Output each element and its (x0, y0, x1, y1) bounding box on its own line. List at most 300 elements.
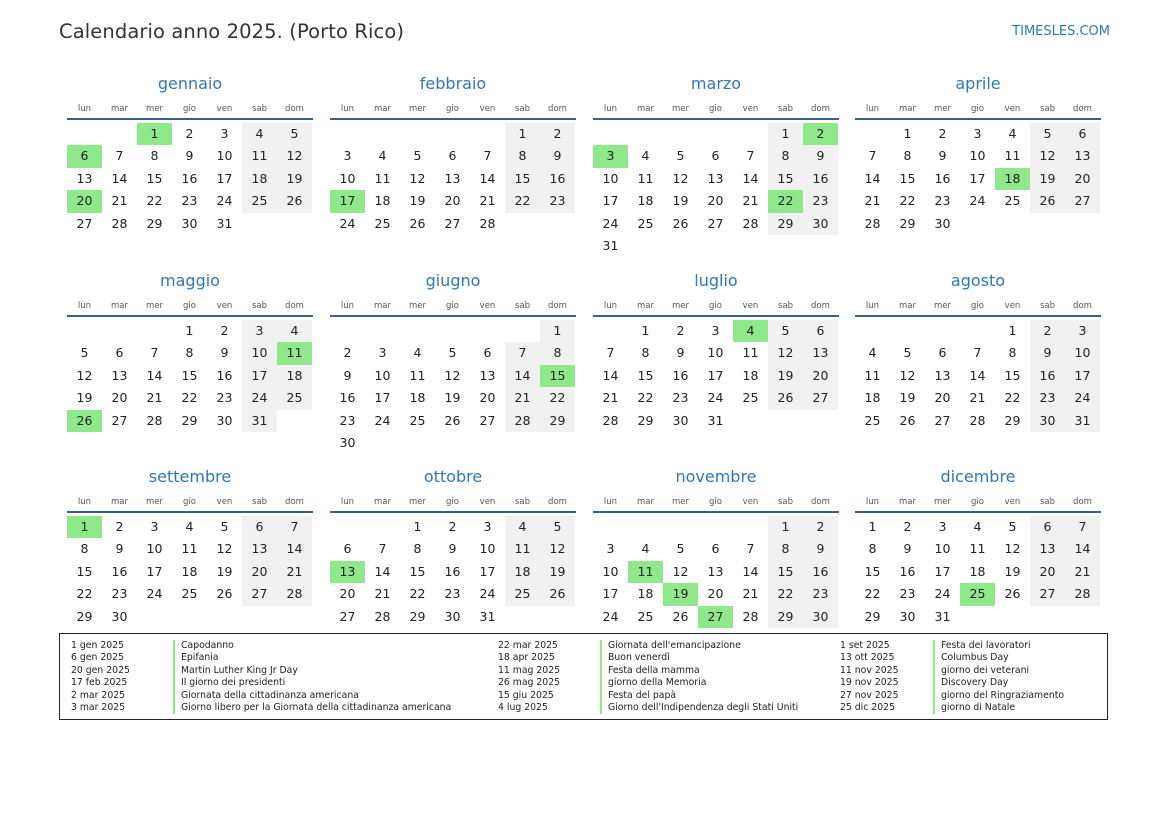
day-cell: 21 (505, 387, 540, 409)
weekday-label: sab (777, 301, 794, 311)
day-cell: 25 (1004, 193, 1021, 209)
empty-cell (628, 123, 663, 145)
day-cell: 11 (864, 367, 881, 383)
day-grid (67, 123, 313, 235)
day-cell: 28 (602, 412, 619, 428)
day-cell: 13 (444, 170, 461, 186)
month-title: aprile (955, 74, 1001, 93)
day-cell: 2 (115, 519, 124, 534)
month-title: agosto (950, 271, 1006, 290)
empty-cell (102, 123, 137, 145)
day-cell: 12 (672, 170, 689, 186)
weekday-label: lun (340, 497, 355, 507)
day-cell: 8 (80, 541, 89, 557)
day-cell: 13 (1065, 145, 1100, 167)
weekday-label: mar (637, 497, 654, 507)
day-cell: 23 (803, 190, 838, 212)
day-cell: 7 (868, 148, 877, 164)
weekday-label: sab (1039, 301, 1056, 311)
empty-cell (330, 516, 365, 538)
day-cell: 20 (1030, 561, 1065, 583)
day-cell: 3 (343, 148, 352, 164)
day-cell: 14 (864, 170, 881, 186)
day-cell: 2 (938, 126, 947, 141)
holiday-day-cell: 2 (803, 123, 838, 145)
weekday-label: ven (742, 301, 759, 311)
day-cell: 17 (374, 390, 391, 406)
month-title: febbraio (419, 74, 487, 93)
day-grid (593, 320, 839, 432)
day-cell: 26 (672, 215, 689, 231)
day-cell: 2 (185, 126, 194, 141)
empty-cell (365, 516, 400, 538)
day-cell: 20 (934, 390, 951, 406)
day-cell: 10 (1065, 342, 1100, 364)
day-cell: 28 (146, 412, 163, 428)
day-cell: 6 (483, 345, 492, 361)
day-cell: 1 (768, 123, 803, 145)
day-grid (330, 320, 576, 454)
weekday-label: gio (446, 301, 459, 311)
weekday-label: mar (111, 104, 128, 114)
day-cell: 18 (742, 367, 759, 383)
day-cell: 11 (242, 145, 277, 167)
weekday-label: lun (603, 301, 618, 311)
day-cell: 27 (1030, 583, 1065, 605)
month-title: giugno (425, 271, 481, 290)
weekday-label: lun (77, 104, 92, 114)
day-cell: 29 (768, 606, 803, 628)
day-cell: 24 (602, 608, 619, 624)
day-cell: 31 (479, 608, 496, 624)
holiday-day-cell: 1 (67, 516, 102, 538)
day-cell: 22 (181, 390, 198, 406)
day-cell: 28 (111, 215, 128, 231)
day-cell: 29 (768, 213, 803, 235)
month-title: dicembre (940, 467, 1016, 486)
month-title: ottobre (423, 467, 483, 486)
weekday-label: mar (111, 301, 128, 311)
day-cell: 30 (803, 213, 838, 235)
day-cell: 20 (111, 390, 128, 406)
day-grid (330, 516, 576, 628)
holiday-date: 22 mar 2025 (498, 640, 558, 651)
day-cell: 9 (676, 345, 685, 361)
day-cell: 2 (676, 323, 685, 338)
holiday-name: giorno del Ringraziamento (933, 690, 1064, 702)
day-cell: 31 (602, 237, 619, 253)
day-cell: 15 (505, 168, 540, 190)
day-cell: 19 (409, 193, 426, 209)
day-cell: 25 (637, 215, 654, 231)
holiday-date: 6 gen 2025 (71, 652, 124, 664)
weekday-label: gio (709, 497, 722, 507)
day-cell: 14 (1065, 538, 1100, 560)
empty-cell (663, 123, 698, 145)
day-cell: 27 (111, 412, 128, 428)
holiday-name: Discovery Day (933, 677, 1008, 689)
page-title: Calendario anno 2025. (Porto Rico) (59, 20, 405, 43)
day-cell: 29 (181, 412, 198, 428)
weekday-label: ven (479, 104, 496, 114)
day-cell: 20 (1065, 168, 1100, 190)
weekday-label: dom (1073, 497, 1092, 507)
holiday-name: Il giorno dei presidenti (173, 677, 285, 689)
empty-cell (593, 516, 628, 538)
weekday-label: dom (548, 497, 567, 507)
holiday-day-cell: 1 (137, 123, 172, 145)
empty-cell (505, 320, 540, 342)
day-cell: 10 (969, 148, 986, 164)
day-cell: 22 (637, 390, 654, 406)
day-cell: 29 (864, 608, 881, 624)
day-cell: 15 (409, 563, 426, 579)
empty-cell (365, 123, 400, 145)
day-cell: 1 (540, 320, 575, 342)
holiday-day-cell: 18 (995, 168, 1030, 190)
day-cell: 6 (803, 320, 838, 342)
day-cell: 19 (277, 168, 312, 190)
day-cell: 6 (343, 541, 352, 557)
day-cell: 30 (339, 434, 356, 450)
day-cell: 26 (216, 586, 233, 602)
empty-cell (593, 123, 628, 145)
weekday-label: lun (340, 104, 355, 114)
day-cell: 5 (903, 345, 912, 361)
day-cell: 15 (76, 563, 93, 579)
weekday-label: dom (811, 104, 830, 114)
day-cell: 9 (448, 541, 457, 557)
empty-cell (400, 123, 435, 145)
day-cell: 23 (934, 193, 951, 209)
day-cell: 10 (602, 563, 619, 579)
day-cell: 10 (216, 148, 233, 164)
day-cell: 14 (479, 170, 496, 186)
empty-cell (67, 123, 102, 145)
holiday-date: 2 mar 2025 (71, 689, 126, 701)
day-cell: 1 (1008, 323, 1017, 338)
weekday-header (593, 496, 839, 513)
day-cell: 4 (868, 345, 877, 361)
weekday-label: mer (408, 301, 426, 311)
day-cell: 13 (707, 563, 724, 579)
day-cell: 22 (768, 583, 803, 605)
weekday-label: ven (742, 497, 759, 507)
day-cell: 7 (378, 541, 387, 557)
weekday-label: sab (1039, 497, 1056, 507)
day-cell: 13 (242, 538, 277, 560)
holiday-name: Giornata della cittadinanza americana (173, 690, 359, 702)
day-cell: 7 (746, 148, 755, 164)
weekday-label: mer (933, 104, 951, 114)
day-cell: 4 (1008, 126, 1017, 141)
holiday-date: 25 dic 2025 (840, 701, 895, 713)
day-cell: 5 (277, 123, 312, 145)
weekday-label: mer (145, 104, 163, 114)
site-link[interactable]: TIMESLES.COM (1012, 24, 1110, 39)
day-cell: 25 (242, 190, 277, 212)
weekday-label: lun (603, 497, 618, 507)
day-cell: 8 (768, 538, 803, 560)
day-cell: 2 (220, 323, 229, 338)
day-cell: 3 (973, 126, 982, 141)
day-cell: 13 (934, 367, 951, 383)
empty-cell (435, 123, 470, 145)
holiday-date: 1 gen 2025 (71, 640, 124, 651)
holiday-day-cell: 19 (663, 583, 698, 605)
day-cell: 28 (374, 608, 391, 624)
day-cell: 26 (1030, 190, 1065, 212)
day-cell: 3 (711, 323, 720, 338)
day-grid (593, 123, 839, 257)
weekday-label: mer (671, 301, 689, 311)
weekday-label: mar (111, 497, 128, 507)
day-cell: 11 (374, 170, 391, 186)
weekday-label: mar (374, 301, 391, 311)
empty-cell (400, 320, 435, 342)
day-cell: 12 (899, 367, 916, 383)
day-cell: 5 (768, 320, 803, 342)
day-cell: 7 (483, 148, 492, 164)
day-cell: 20 (242, 561, 277, 583)
holiday-name: Giorno libero per la Giornata della cittadinanza americana (173, 702, 451, 714)
weekday-header (330, 103, 576, 120)
empty-cell (960, 320, 995, 342)
day-cell: 16 (444, 563, 461, 579)
holiday-legend (59, 633, 1108, 720)
weekday-label: sab (514, 497, 531, 507)
weekday-label: ven (479, 497, 496, 507)
month-dicembre (855, 467, 1101, 628)
day-cell: 15 (899, 170, 916, 186)
day-cell: 5 (448, 345, 457, 361)
day-cell: 23 (339, 412, 356, 428)
day-cell: 24 (479, 586, 496, 602)
weekday-label: lun (340, 301, 355, 311)
day-cell: 9 (803, 538, 838, 560)
holiday-name: Buon venerdì (600, 652, 670, 664)
day-cell: 12 (1030, 145, 1065, 167)
empty-cell (593, 320, 628, 342)
day-cell: 28 (277, 583, 312, 605)
day-cell: 8 (413, 541, 422, 557)
day-cell: 7 (606, 345, 615, 361)
weekday-label: sab (777, 104, 794, 114)
day-cell: 6 (448, 148, 457, 164)
empty-cell (628, 516, 663, 538)
day-cell: 8 (540, 342, 575, 364)
holiday-day-cell: 11 (628, 561, 663, 583)
day-cell: 27 (707, 215, 724, 231)
day-grid (67, 516, 313, 628)
weekday-header (67, 496, 313, 513)
day-cell: 14 (969, 367, 986, 383)
weekday-header (330, 496, 576, 513)
weekday-label: dom (1073, 301, 1092, 311)
day-cell: 25 (864, 412, 881, 428)
day-cell: 15 (146, 170, 163, 186)
empty-cell (855, 123, 890, 145)
weekday-label: gio (971, 497, 984, 507)
day-cell: 24 (602, 215, 619, 231)
day-cell: 28 (742, 608, 759, 624)
holiday-date: 11 nov 2025 (840, 664, 899, 676)
day-cell: 14 (374, 563, 391, 579)
month-luglio (593, 271, 839, 432)
month-aprile (855, 74, 1101, 235)
day-grid (593, 516, 839, 628)
day-grid (330, 123, 576, 235)
day-cell: 24 (934, 586, 951, 602)
day-cell: 18 (277, 365, 312, 387)
empty-cell (925, 320, 960, 342)
day-cell: 7 (150, 345, 159, 361)
day-cell: 5 (676, 541, 685, 557)
day-cell: 29 (637, 412, 654, 428)
day-cell: 22 (864, 586, 881, 602)
weekday-label: lun (865, 497, 880, 507)
day-cell: 20 (444, 193, 461, 209)
day-cell: 13 (111, 367, 128, 383)
day-cell: 21 (1065, 561, 1100, 583)
month-title: luglio (694, 271, 738, 290)
day-cell: 19 (444, 390, 461, 406)
weekday-label: lun (865, 301, 880, 311)
holiday-name: Capodanno (173, 640, 234, 652)
day-cell: 1 (903, 126, 912, 141)
holiday-day-cell: 22 (768, 190, 803, 212)
day-cell: 22 (540, 387, 575, 409)
day-cell: 22 (146, 193, 163, 209)
day-cell: 16 (803, 168, 838, 190)
day-grid (855, 123, 1101, 235)
weekday-label: ven (216, 497, 233, 507)
empty-cell (102, 320, 137, 342)
day-cell: 30 (1030, 410, 1065, 432)
weekday-label: ven (479, 301, 496, 311)
weekday-label: mar (899, 497, 916, 507)
day-cell: 3 (242, 320, 277, 342)
day-cell: 21 (969, 390, 986, 406)
weekday-label: ven (742, 104, 759, 114)
day-cell: 22 (76, 586, 93, 602)
day-cell: 10 (602, 170, 619, 186)
weekday-label: gio (446, 104, 459, 114)
day-cell: 8 (868, 541, 877, 557)
weekday-label: mer (671, 104, 689, 114)
holiday-name: giorno della Memoria (600, 677, 706, 689)
day-cell: 26 (672, 608, 689, 624)
weekday-label: ven (216, 104, 233, 114)
day-cell: 23 (803, 583, 838, 605)
day-cell: 22 (899, 193, 916, 209)
day-cell: 19 (672, 193, 689, 209)
day-cell: 13 (76, 170, 93, 186)
weekday-label: gio (971, 104, 984, 114)
holiday-day-cell: 13 (330, 561, 365, 583)
day-cell: 12 (76, 367, 93, 383)
month-novembre (593, 467, 839, 628)
weekday-label: mer (408, 104, 426, 114)
day-cell: 7 (746, 541, 755, 557)
day-cell: 19 (1004, 563, 1021, 579)
day-cell: 11 (969, 541, 986, 557)
day-cell: 24 (242, 387, 277, 409)
day-cell: 6 (938, 345, 947, 361)
month-title: maggio (160, 271, 220, 290)
day-cell: 17 (602, 586, 619, 602)
day-cell: 25 (181, 586, 198, 602)
day-cell: 15 (637, 367, 654, 383)
holiday-day-cell: 6 (67, 145, 102, 167)
day-cell: 21 (374, 586, 391, 602)
day-cell: 17 (934, 563, 951, 579)
day-cell: 27 (479, 412, 496, 428)
day-cell: 8 (505, 145, 540, 167)
day-cell: 10 (374, 367, 391, 383)
weekday-header (855, 103, 1101, 120)
day-cell: 1 (868, 519, 877, 534)
day-cell: 2 (1030, 320, 1065, 342)
holiday-date: 4 lug 2025 (498, 701, 548, 713)
day-cell: 25 (742, 390, 759, 406)
day-cell: 27 (242, 583, 277, 605)
day-cell: 18 (242, 168, 277, 190)
day-cell: 3 (378, 345, 387, 361)
weekday-label: mer (145, 301, 163, 311)
weekday-label: sab (251, 301, 268, 311)
day-cell: 5 (220, 519, 229, 534)
day-cell: 30 (216, 412, 233, 428)
day-cell: 6 (1065, 123, 1100, 145)
day-cell: 24 (969, 193, 986, 209)
day-cell: 24 (707, 390, 724, 406)
day-cell: 9 (115, 541, 124, 557)
day-cell: 21 (602, 390, 619, 406)
day-cell: 5 (413, 148, 422, 164)
day-cell: 23 (444, 586, 461, 602)
weekday-label: gio (971, 301, 984, 311)
weekday-header (593, 103, 839, 120)
day-cell: 25 (374, 215, 391, 231)
day-cell: 18 (969, 563, 986, 579)
day-cell: 3 (606, 541, 615, 557)
day-cell: 4 (413, 345, 422, 361)
day-cell: 7 (973, 345, 982, 361)
day-cell: 15 (768, 168, 803, 190)
day-cell: 30 (181, 215, 198, 231)
day-cell: 3 (150, 519, 159, 534)
day-cell: 16 (540, 168, 575, 190)
holiday-date: 19 nov 2025 (840, 677, 899, 689)
day-cell: 25 (505, 583, 540, 605)
day-cell: 8 (903, 148, 912, 164)
day-cell: 6 (1030, 516, 1065, 538)
day-cell: 25 (277, 387, 312, 409)
month-febbraio (330, 74, 576, 235)
empty-cell (733, 123, 768, 145)
day-cell: 3 (938, 519, 947, 534)
day-cell: 4 (277, 320, 312, 342)
day-cell: 13 (803, 342, 838, 364)
day-cell: 30 (111, 608, 128, 624)
weekday-header (593, 300, 839, 317)
day-cell: 10 (339, 170, 356, 186)
day-cell: 4 (185, 519, 194, 534)
empty-cell (137, 320, 172, 342)
day-cell: 11 (181, 541, 198, 557)
weekday-label: gio (183, 497, 196, 507)
